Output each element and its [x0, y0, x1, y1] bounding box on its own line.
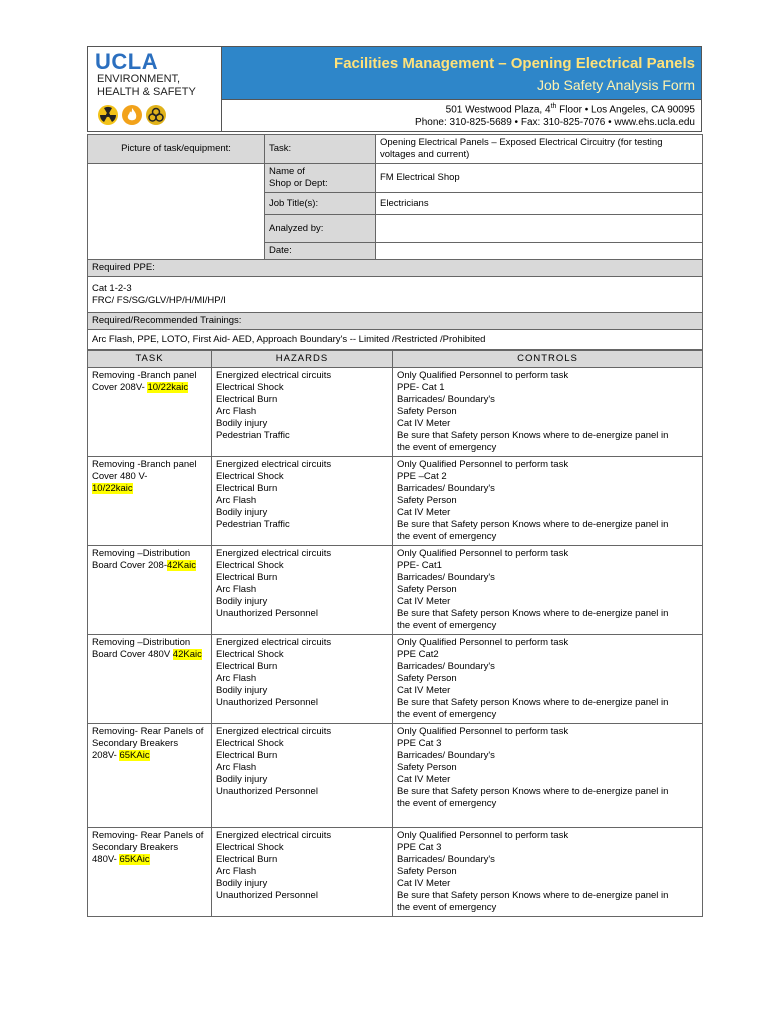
task-line: 480V- 65KAic [92, 854, 150, 865]
task-line: Cover 480 V- [92, 471, 148, 482]
hazard-item: Electrical Shock [216, 649, 284, 660]
task-line: Removing –Distribution [92, 548, 191, 559]
control-item: the event of emergency [397, 902, 497, 913]
picture-area [88, 164, 265, 260]
control-item: Cat IV Meter [397, 774, 451, 785]
hazard-item: Energized electrical circuits [216, 370, 332, 381]
analyzed-by-value [376, 215, 703, 243]
hazard-item: Electrical Shock [216, 738, 284, 749]
table-row [88, 457, 703, 546]
contact-line: Phone: 310-825-5689 • Fax: 310-825-7076 • www.ehs.ucla.edu [415, 117, 695, 128]
control-item: Only Qualified Personnel to perform task [397, 637, 569, 648]
hazards-cell [212, 546, 393, 635]
hazard-item: Unauthorized Personnel [216, 608, 318, 619]
controls-cell [393, 724, 703, 828]
control-item: Safety Person [397, 762, 457, 773]
table-row [88, 368, 703, 457]
address-line: 501 Westwood Plaza, 4th Floor • Los Angeles, CA 90095 [445, 103, 695, 116]
hazard-item: Bodily injury [216, 878, 268, 889]
control-item: the event of emergency [397, 798, 497, 809]
hazard-item: Energized electrical circuits [216, 459, 332, 470]
control-item: Only Qualified Personnel to perform task [397, 830, 569, 841]
task-label: Task: [265, 135, 376, 164]
hazard-item: Electrical Burn [216, 854, 278, 865]
hazard-item: Energized electrical circuits [216, 637, 332, 648]
hazards-cell [212, 457, 393, 546]
hazard-item: Electrical Burn [216, 750, 278, 761]
hazards-cell [212, 635, 393, 724]
hazard-item: Energized electrical circuits [216, 548, 332, 559]
control-item: Barricades/ Boundary's [397, 854, 495, 865]
control-item: PPE Cat 3 [397, 842, 442, 853]
control-item: Cat IV Meter [397, 418, 451, 429]
hazard-item: Electrical Shock [216, 842, 284, 853]
control-item: Cat IV Meter [397, 596, 451, 607]
rating-highlight: 42Kaic [172, 649, 202, 660]
rating-highlight: 65KAic [119, 750, 150, 761]
task-cell [88, 457, 212, 546]
column-header-hazards: HAZARDS [212, 351, 393, 368]
control-item: Cat IV Meter [397, 507, 451, 518]
analyzed-by-label: Analyzed by: [265, 215, 376, 243]
biohazard-icon [146, 105, 166, 125]
control-item: PPE Cat2 [397, 649, 439, 660]
logo-line-1: ENVIRONMENT, [97, 73, 181, 85]
task-cell [88, 635, 212, 724]
hazard-item: Energized electrical circuits [216, 830, 332, 841]
control-item: Be sure that Safety person Knows where to de-energize panel in [397, 890, 669, 901]
task-line: Board Cover 480V 42Kaic [92, 649, 202, 660]
ppe-value [88, 277, 703, 313]
task-line: Removing- Rear Panels of [92, 726, 204, 737]
form-title: Facilities Management – Opening Electrical Panels [334, 55, 695, 72]
hazard-item: Electrical Burn [216, 394, 278, 405]
hazard-item: Electrical Shock [216, 382, 284, 393]
controls-cell [393, 635, 703, 724]
hazard-item: Electrical Burn [216, 661, 278, 672]
control-item: the event of emergency [397, 442, 497, 453]
shop-value: FM Electrical Shop [376, 164, 703, 193]
job-title-label: Job Title(s): [265, 193, 376, 215]
task-line: Board Cover 208-42Kaic [92, 560, 197, 571]
jsa-info-table [87, 134, 703, 350]
task-cell [88, 828, 212, 917]
hazard-item: Bodily injury [216, 507, 268, 518]
table-row [88, 546, 703, 635]
date-label: Date: [265, 243, 376, 260]
shop-label-line-2: Shop or Dept: [269, 178, 328, 189]
task-line: 208V- 65KAic [92, 750, 150, 761]
task-line: Removing -Branch panel [92, 370, 197, 381]
hazard-item: Arc Flash [216, 866, 257, 877]
rating-highlight: 10/22kaic [147, 382, 189, 393]
control-item: Barricades/ Boundary's [397, 750, 495, 761]
date-value [376, 243, 703, 260]
control-item: Be sure that Safety person Knows where to de-energize panel in [397, 608, 669, 619]
rating-highlight: 42Kaic [166, 560, 197, 571]
hazard-item: Arc Flash [216, 406, 257, 417]
shop-label [265, 164, 376, 193]
controls-cell [393, 457, 703, 546]
hazard-analysis-table [87, 350, 703, 917]
control-item: Safety Person [397, 866, 457, 877]
ppe-line-2: FRC/ FS/SG/GLV/HP/H/MI/HP/I [92, 294, 226, 306]
table-row [88, 828, 703, 917]
form-subtitle: Job Safety Analysis Form [537, 77, 695, 93]
controls-cell [393, 546, 703, 635]
control-item: Only Qualified Personnel to perform task [397, 726, 569, 737]
ucla-ehs-logo [88, 47, 222, 131]
trainings-label: Required/Recommended Trainings: [88, 313, 703, 330]
hazard-item: Bodily injury [216, 774, 268, 785]
task-line: Secondary Breakers [92, 842, 179, 853]
title-banner [222, 47, 701, 99]
control-item: PPE –Cat 2 [397, 471, 447, 482]
control-item: the event of emergency [397, 620, 497, 631]
trainings-value: Arc Flash, PPE, LOTO, First Aid- AED, Approach Boundary's -- Limited /Restricted /Prohibited [88, 330, 703, 350]
superscript: th [550, 103, 557, 110]
hazard-item: Unauthorized Personnel [216, 697, 318, 708]
column-header-controls: CONTROLS [393, 351, 703, 368]
controls-cell [393, 368, 703, 457]
task-cell [88, 724, 212, 828]
control-item: Barricades/ Boundary's [397, 394, 495, 405]
task-cell [88, 546, 212, 635]
control-item: Safety Person [397, 406, 457, 417]
rating-highlight: 65KAic [119, 854, 150, 865]
form-header [87, 46, 702, 132]
controls-cell [393, 828, 703, 917]
task-line: Removing –Distribution [92, 637, 191, 648]
control-item: Safety Person [397, 495, 457, 506]
hazard-item: Arc Flash [216, 673, 257, 684]
hazard-item: Arc Flash [216, 495, 257, 506]
control-item: Only Qualified Personnel to perform task [397, 548, 569, 559]
task-line: Removing -Branch panel [92, 459, 197, 470]
job-title-value: Electricians [376, 193, 703, 215]
control-item: the event of emergency [397, 531, 497, 542]
task-value: Opening Electrical Panels – Exposed Electrical Circuitry (for testing voltages and current) [376, 135, 703, 164]
control-item: PPE- Cat1 [397, 560, 442, 571]
hazard-item: Bodily injury [216, 685, 268, 696]
control-item: Be sure that Safety person Knows where to de-energize panel in [397, 430, 669, 441]
control-item: Be sure that Safety person Knows where to de-energize panel in [397, 697, 669, 708]
picture-label: Picture of task/equipment: [88, 135, 265, 164]
ppe-label: Required PPE: [88, 260, 703, 277]
control-item: Barricades/ Boundary's [397, 572, 495, 583]
radiation-icon [98, 105, 118, 125]
hazard-item: Unauthorized Personnel [216, 890, 318, 901]
hazard-item: Pedestrian Traffic [216, 430, 290, 441]
task-line: Removing- Rear Panels of [92, 830, 204, 841]
hazard-item: Electrical Burn [216, 483, 278, 494]
column-header-task: TASK [88, 351, 212, 368]
header-divider [222, 99, 701, 100]
flame-icon [122, 105, 142, 125]
control-item: Safety Person [397, 584, 457, 595]
hazard-item: Arc Flash [216, 584, 257, 595]
control-item: Safety Person [397, 673, 457, 684]
hazard-item: Electrical Shock [216, 471, 284, 482]
control-item: Only Qualified Personnel to perform task [397, 459, 569, 470]
logo-line-2: HEALTH & SAFETY [97, 86, 196, 98]
hazard-item: Bodily injury [216, 596, 268, 607]
hazard-item: Energized electrical circuits [216, 726, 332, 737]
hazards-cell [212, 368, 393, 457]
task-line [92, 483, 207, 495]
control-item: PPE Cat 3 [397, 738, 442, 749]
logo-title: UCLA [95, 49, 159, 74]
control-item: Only Qualified Personnel to perform task [397, 370, 569, 381]
control-item: Be sure that Safety person Knows where to de-energize panel in [397, 519, 669, 530]
control-item: Barricades/ Boundary's [397, 483, 495, 494]
control-item: Cat IV Meter [397, 685, 451, 696]
hazard-item: Arc Flash [216, 762, 257, 773]
task-line: Secondary Breakers [92, 738, 179, 749]
table-row [88, 635, 703, 724]
hazard-item: Electrical Burn [216, 572, 278, 583]
rating-highlight: 10/22kaic [92, 483, 133, 494]
control-item: PPE- Cat 1 [397, 382, 445, 393]
hazards-cell [212, 724, 393, 828]
task-line: Cover 208V- 10/22kaic [92, 382, 189, 393]
table-row [88, 724, 703, 828]
shop-label-line-1: Name of [269, 166, 305, 177]
ppe-line-1: Cat 1-2-3 [92, 282, 132, 294]
hazard-item: Electrical Shock [216, 560, 284, 571]
control-item: Barricades/ Boundary's [397, 661, 495, 672]
task-cell [88, 368, 212, 457]
control-item: the event of emergency [397, 709, 497, 720]
hazard-item: Pedestrian Traffic [216, 519, 290, 530]
control-item: Cat IV Meter [397, 878, 451, 889]
hazard-item: Bodily injury [216, 418, 268, 429]
control-item: Be sure that Safety person Knows where to de-energize panel in [397, 786, 669, 797]
hazard-item: Unauthorized Personnel [216, 786, 318, 797]
hazards-cell [212, 828, 393, 917]
